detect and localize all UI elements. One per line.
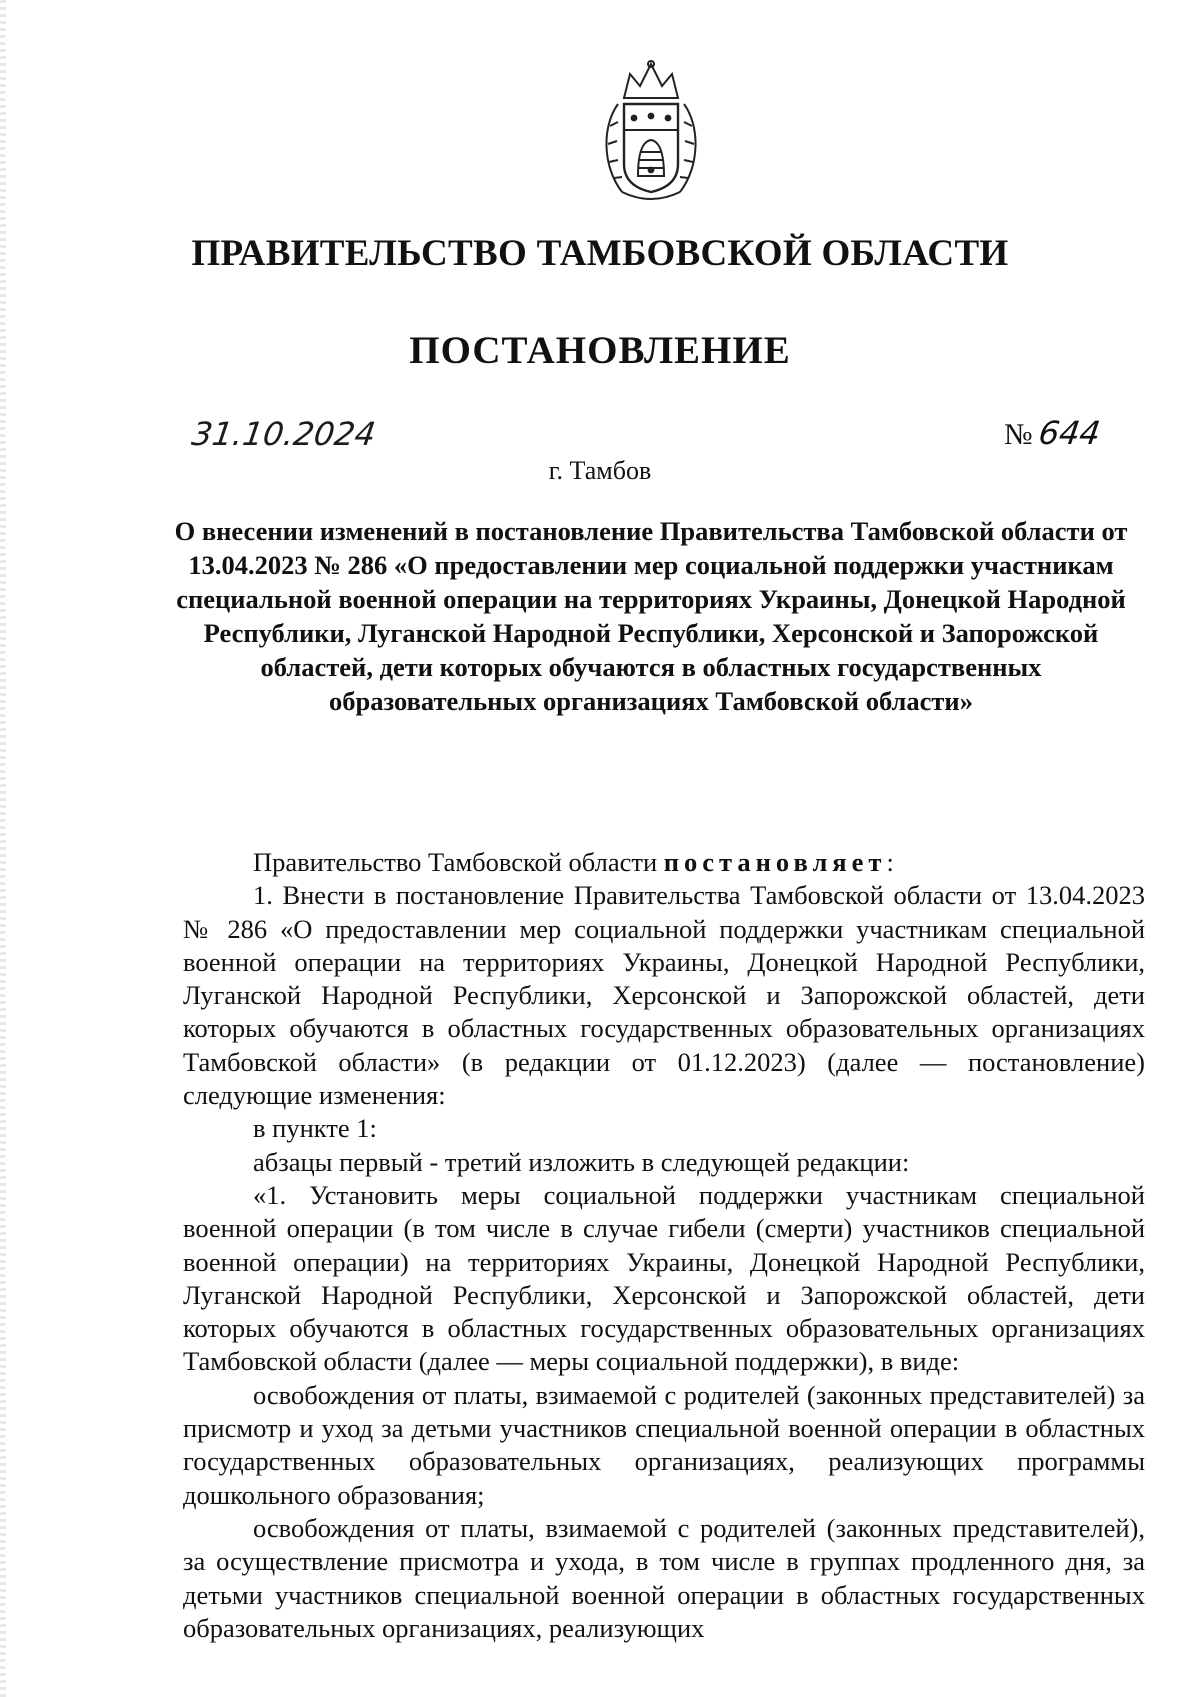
document-number [1004, 414, 1103, 452]
intro-suffix: : [886, 847, 894, 877]
body-paragraph: абзацы первый - третий изложить в следующей редакции: [253, 1146, 910, 1177]
organization-name: ПРАВИТЕЛЬСТВО ТАМБОВСКОЙ ОБЛАСТИ [191, 233, 1009, 274]
city-name: г. Тамбов [548, 456, 652, 485]
body-paragraph: «1. Установить меры социальной поддержки участникам специальной военной операции (в том числе в случае гибели (смерти) участников специальной военной операции) на территориях Украины, Донецкой Народной Республики, Луганской Народной Республики, Херсонской и Запорожской областей, дети которых обучаются в областных государственных образовательных организациях Тамбовской области (далее — меры социальной поддержки), в виде: [183, 1179, 1145, 1377]
body-paragraph: освобождения от платы, взимаемой с родителей (законных представителей) за присмотр и уход за детьми участников специальной военной операции в областных государственных образовательных организациях, реализующих программы дошкольного образования; [183, 1379, 1145, 1510]
body-paragraph: освобождения от платы, взимаемой с родителей (законных представителей), за осуществление присмотра и ухода, в том числе в группах продленного дня, за детьми участников специальной военной операции в областных государственных образовательных организациях, реализующих [183, 1512, 1145, 1643]
document-date: 31.10.2024 [189, 415, 378, 453]
intro-keyword: постановляет [663, 847, 887, 877]
number-value: 644 [1035, 414, 1103, 452]
coat-of-arms-icon [596, 56, 706, 206]
document-body [183, 846, 1145, 1645]
coat-of-arms-drawing [596, 56, 706, 206]
intro-paragraph [183, 846, 1145, 879]
document-title: О внесении изменений в постановление Правительства Тамбовской области от 13.04.2023 № 286 «О предоставлении мер социальной поддержки участникам специальной военной операции на территориях Украины, Донецкой Народной Республики, Луганской Народной Республики, Херсонской и Запорожской областей, дети которых обучаются в областных государственных образовательных организациях Тамбовской области» [174, 516, 1128, 716]
body-paragraph: 1. Внести в постановление Правительства Тамбовской области от 13.04.2023 № 286 «О предоставлении мер социальной поддержки участникам специальной военной операции на территориях Украины, Донецкой Народной Республики, Луганской Народной Республики, Херсонской и Запорожской областей, дети которых обучаются в областных государственных образовательных организациях Тамбовской области» (в редакции от 01.12.2023) (далее — постановление) следующие изменения: [183, 880, 1145, 1111]
intro-prefix: Правительство Тамбовской области [253, 847, 664, 877]
number-label: № [1004, 418, 1033, 451]
body-paragraph: в пункте 1: [253, 1113, 377, 1144]
document-type: ПОСТАНОВЛЕНИЕ [409, 329, 791, 372]
